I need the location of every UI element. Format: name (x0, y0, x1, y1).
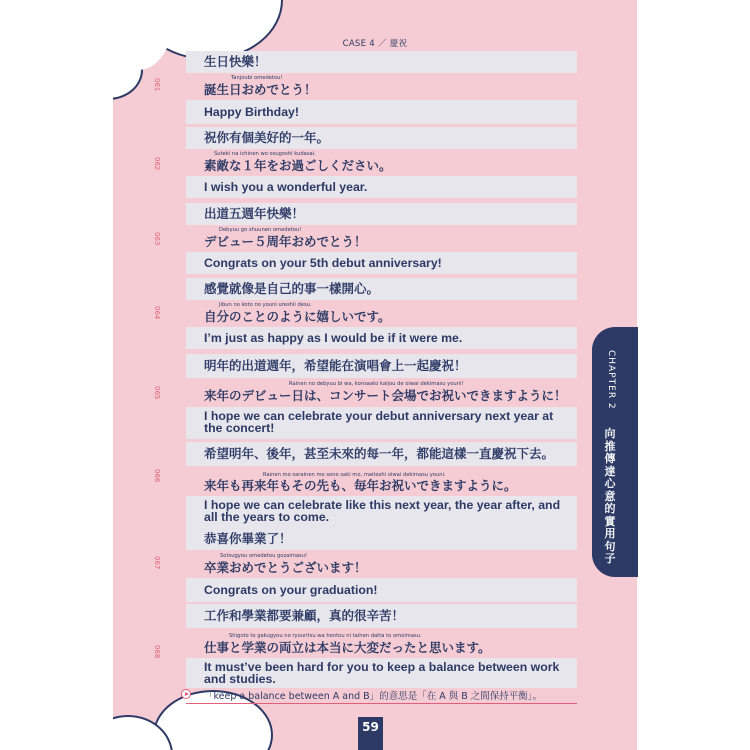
romaji: Suteki na ichinen wo osugoshi kudasai. (214, 151, 316, 157)
entry-number: 067 (153, 556, 161, 570)
english-sentence: It must’ve been hard for you to keep a balance between work and studies. (186, 658, 577, 688)
chinese-sentence: 明年的出道週年，希望能在演唱會上一起慶祝！ (186, 354, 577, 378)
tip-note: 「keep a balance between A and B」的意思是「在 A 與 B 之間保持平衡」。 (204, 691, 543, 702)
romaji: Rainen mo sarainen mo sono saki mo, maitoshi oiwai dekimasu youni. (263, 472, 446, 478)
romaji: Shigoto to gakugyou no ryouritsu wa hontou ni taihen datta to omoimasu. (229, 633, 422, 639)
chinese-sentence: 希望明年、後年，甚至未來的每一年，都能這樣一直慶祝下去。 (186, 442, 577, 466)
page-background (113, 0, 637, 750)
japanese-sentence: 誕生日おめでとう！ (204, 82, 317, 97)
page-number: 59 (358, 717, 383, 750)
decorative-scallop (113, 0, 173, 70)
entry-number: 061 (153, 78, 161, 92)
chinese-sentence: 出道五週年快樂！ (186, 203, 577, 225)
chinese-sentence: 感覺就像是自己的事一樣開心。 (186, 278, 577, 300)
chapter-title: 向推傳達心意的實用句子 (604, 427, 616, 565)
english-sentence: I hope we can celebrate like this next year, the year after, and all the years to come. (186, 496, 577, 528)
japanese-sentence: デビュー５周年おめでとう！ (204, 234, 367, 249)
japanese-sentence: 仕事と学業の両立は本当に大変だったと思います。 (204, 640, 491, 655)
entry-number: 066 (153, 469, 161, 483)
chapter-label: CHAPTER 2 (606, 350, 616, 410)
play-icon (181, 689, 191, 699)
romaji: Jibun no koto no youni ureshii desu. (219, 302, 312, 308)
chinese-sentence: 恭喜你畢業了！ (186, 528, 577, 550)
japanese-sentence: 来年のデビュー日は、コンサート会場でお祝いできますように！ (204, 388, 567, 403)
romaji: Sotsugyou omedetou gozaimasu! (220, 553, 308, 559)
english-sentence: Congrats on your graduation! (186, 578, 577, 602)
entry-number: 063 (153, 232, 161, 246)
chinese-sentence: 祝你有個美好的一年。 (186, 127, 577, 149)
romaji: Debyuu go shuunen omedetou! (219, 227, 302, 233)
english-sentence: I hope we can celebrate your debut anniversary next year at the concert! (186, 407, 577, 439)
english-sentence: Congrats on your 5th debut anniversary! (186, 252, 577, 274)
japanese-sentence: 卒業おめでとうございます！ (204, 560, 367, 575)
chinese-sentence: 工作和學業都要兼顧，真的很辛苦！ (186, 604, 577, 628)
entry-number: 064 (153, 306, 161, 320)
japanese-sentence: 自分のことのように嬉しいです。 (204, 309, 391, 324)
romaji: Rainen no debyuu bi wa, konsaato kaijou de oiwai dekimasu youni! (289, 381, 464, 387)
japanese-sentence: 来年も再来年もその先も、毎年お祝いできますように。 (204, 478, 517, 493)
entry-number: 065 (153, 386, 161, 400)
entry-number: 068 (153, 645, 161, 659)
japanese-sentence: 素敵な１年をお過ごしください。 (204, 158, 392, 173)
chinese-sentence: 生日快樂！ (186, 51, 577, 73)
section-header: CASE 4 ／ 慶祝 (342, 39, 408, 49)
english-sentence: I wish you a wonderful year. (186, 176, 577, 198)
english-sentence: I’m just as happy as I would be if it were me. (186, 327, 577, 349)
romaji: Tanjoubi omedetou! (231, 75, 283, 81)
english-sentence: Happy Birthday! (186, 100, 577, 124)
entry-number: 062 (153, 157, 161, 171)
